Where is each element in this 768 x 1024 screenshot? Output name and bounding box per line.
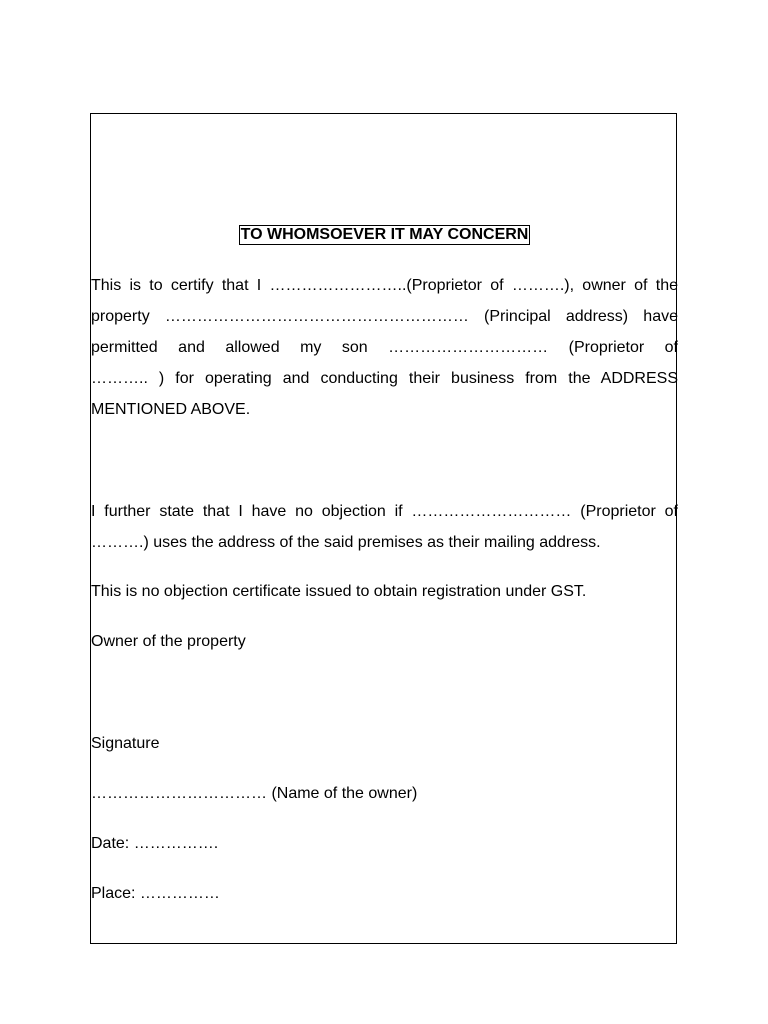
- word: allowed: [225, 339, 280, 356]
- title-wrapper: [91, 225, 678, 245]
- owner-label: Owner of the property: [91, 633, 246, 650]
- certification-paragraph: [91, 270, 678, 425]
- word: …………………………: [388, 339, 549, 356]
- word: permitted: [91, 339, 158, 356]
- word: (Proprietor: [568, 339, 645, 356]
- owner-name-line: …………………………… (Name of the owner): [91, 785, 418, 802]
- signature-label: Signature: [91, 735, 160, 752]
- certification-line-4: ……….. ) for operating and conducting their business from the ADDRESS: [91, 370, 678, 387]
- word: and: [178, 339, 205, 356]
- word: son: [341, 339, 368, 356]
- no-objection-line-2: ……….) uses the address of the said premises as their mailing address.: [91, 534, 601, 551]
- document-title: TO WHOMSOEVER IT MAY CONCERN: [240, 226, 529, 243]
- no-objection-line-1: I further state that I have no objection if ………………………… (Proprietor of: [91, 503, 678, 520]
- certification-line-3: [91, 332, 678, 363]
- date-line: Date: …………….: [91, 835, 219, 852]
- word: of: [664, 339, 678, 356]
- document-frame: [90, 113, 677, 944]
- no-objection-paragraph: [91, 496, 678, 558]
- certification-line-5: MENTIONED ABOVE.: [91, 401, 251, 418]
- place-line: Place: ……………: [91, 885, 220, 902]
- gst-statement: This is no objection certificate issued to obtain registration under GST.: [91, 583, 587, 600]
- certification-line-2: property ………………………………………………… (Principal address) have: [91, 308, 678, 325]
- certification-line-1: This is to certify that I ……………………..(Proprietor of ……….), owner of the: [91, 277, 678, 294]
- word: my: [300, 339, 322, 356]
